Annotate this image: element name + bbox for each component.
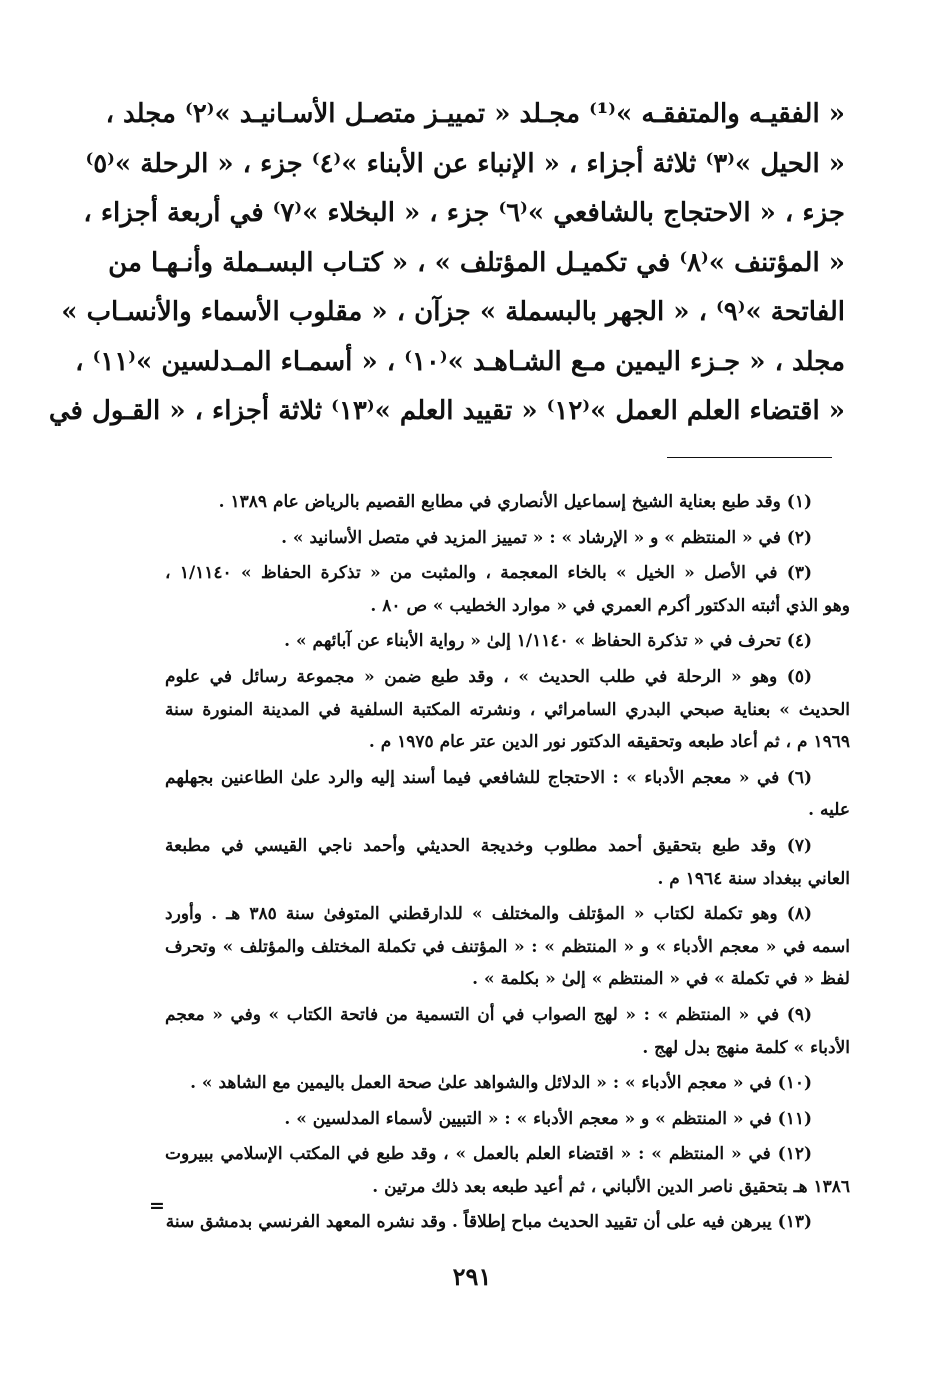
footnote-line: (٤) تحرف في « تذكرة الحفاظ » ١/١١٤٠ إلىٰ « رواية الأبناء عن آبائهم » . [284, 631, 812, 652]
footnotes [165, 486, 850, 1242]
footnote-line: وهو الذي أثبته الدكتور أكرم العمري في « موارد الخطيب » ص ٨٠ . [370, 595, 850, 616]
footnote-6 [165, 762, 850, 827]
footnote-line: (٢) في « المنتظم » و « الإرشاد » : « تمييز المزيد في متصل الأسانيد » . [281, 527, 812, 548]
main-text-line: الفاتحة »⁽٩⁾ ، « الجهر بالبسملة » جزآن ، « مقلوب الأسماء والأنسـاب » [61, 297, 845, 327]
main-text-line: « الفقيـه والمتفقـه »⁽¹⁾ مجـلد « تمييـز متصـل الأسـانيـد »⁽٢⁾ مجلد ، [105, 99, 845, 129]
footnote-line: ١٣٨٦ هـ بتحقيق ناصر الدين الألباني ، ثم أعيد طبعه بعد ذلك مرتين . [372, 1176, 850, 1197]
footnote-5 [165, 661, 850, 759]
main-text [48, 90, 845, 437]
footnote-11 [165, 1103, 850, 1136]
footnote-line: (١٢) في « المنتظم » : « اقتضاء العلم بالعمل » ، وقد طبع في المكتب الإسلامي ببيروت [165, 1144, 812, 1165]
footnote-line: (٩) في « المنتظم » : « لهج الصواب في أن التسمية من فاتحة الكتاب » وفي « معجم [165, 1004, 812, 1025]
footnote-line: (٣) في الأصل « الخيل » بالخاء المعجمة ، والمثبت من « تذكرة الحفاظ » ١/١١٤٠ ، [165, 563, 813, 584]
main-text-line: مجلد ، « جـزء اليمين مـع الشـاهـد »⁽١٠⁾ ، « أسمـاء المـدلسين »⁽١١⁾ ، [75, 346, 845, 377]
footnote-7 [165, 830, 850, 895]
main-text-line: « المؤتنف »⁽٨⁾ في تكميـل المؤتلف » ، « كتـاب البسـملة وأنـهـا من [108, 247, 845, 278]
footnote-line: (١٣) يبرهن فيه على أن تقييد الحديث مباح إطلاقاً . وقد نشره المعهد الفرنسي بدمشق سنة [165, 1212, 812, 1233]
footnote-2 [165, 522, 850, 555]
footnote-13 [165, 1206, 850, 1239]
footnote-line: (١) وقد طبع بعناية الشيخ إسماعيل الأنصاري في مطابع القصيم بالرياض عام ١٣٨٩ . [218, 492, 812, 512]
footnote-line: (٥) وهو « الرحلة في طلب الحديث » ، وقد طبع ضمن « مجموعة رسائل في علوم [165, 666, 812, 687]
main-text-line: « الحيل »⁽٣⁾ ثلاثة أجزاء ، « الإنباء عن الأبناء »⁽٤⁾ جزء ، « الرحلة »⁽٥⁾ [85, 148, 845, 179]
footnote-10 [165, 1067, 850, 1100]
footnote-continuation-mark: = [149, 1195, 165, 1217]
footnote-line: (١١) في « المنتظم » و « معجم الأدباء » : « التبيين لأسماء المدلسين » . [284, 1108, 812, 1129]
footnote-line: اسمه في « معجم الأدباء » و « المنتظم » : « المؤتنف في تكملة المختلف والمؤتلف » وتحرف [165, 936, 850, 957]
footnote-line: الحديث » بعناية صبحي البدري السامرائي ، ونشرته المكتبة السلفية في المدينة المنورة سنة [165, 699, 850, 720]
main-text-line: « اقتضاء العلم العمل »⁽١٢⁾ « تقييد العلم »⁽١٣⁾ ثلاثة أجزاء ، « القـول في [48, 396, 845, 426]
footnote-separator [667, 457, 832, 458]
main-text-line: جزء ، « الاحتجاج بالشافعي »⁽٦⁾ جزء ، « البخلاء »⁽٧⁾ في أربعة أجزاء ، [83, 198, 845, 228]
footnote-line: ١٩٦٩ م ، ثم أعاد طبعه وتحقيقه الدكتور نور الدين عتر عام ١٩٧٥ م . [368, 732, 850, 753]
footnote-line: الأدباء » كلمة منهج بدل لهج . [642, 1037, 850, 1058]
footnote-line: (٧) وقد طبع بتحقيق أحمد مطلوب وخديجة الحديثي وأحمد ناجي القيسي في مطبعة [165, 835, 812, 856]
footnote-line: (١٠) في « معجم الأدباء » : « الدلائل والشواهد علىٰ صحة العمل باليمين مع الشاهد » . [190, 1073, 812, 1094]
footnote-9 [165, 999, 850, 1064]
footnote-1 [165, 486, 850, 519]
footnote-line: لفظ « في تكملة » في « المنتظم » إلىٰ « بكلمة » . [472, 969, 850, 990]
footnote-8 [165, 898, 850, 996]
footnote-line: (٦) في « معجم الأدباء » : الاحتجاج للشافعي فيما أسند إليه والرد علىٰ الطاعنين بجهلهم [165, 767, 812, 788]
footnote-4 [165, 625, 850, 658]
footnote-12 [165, 1138, 850, 1203]
footnote-3 [165, 557, 850, 622]
footnote-line: (٨) وهو تكملة لكتاب « المؤتلف والمختلف » للدارقطني المتوفىٰ سنة ٣٨٥ هـ . وأورد [165, 904, 812, 925]
footnote-line: عليه . [808, 800, 850, 821]
footnote-line: العاني ببغداد سنة ١٩٦٤ م . [657, 868, 850, 889]
page-number: ٢٩١ [452, 1262, 492, 1291]
